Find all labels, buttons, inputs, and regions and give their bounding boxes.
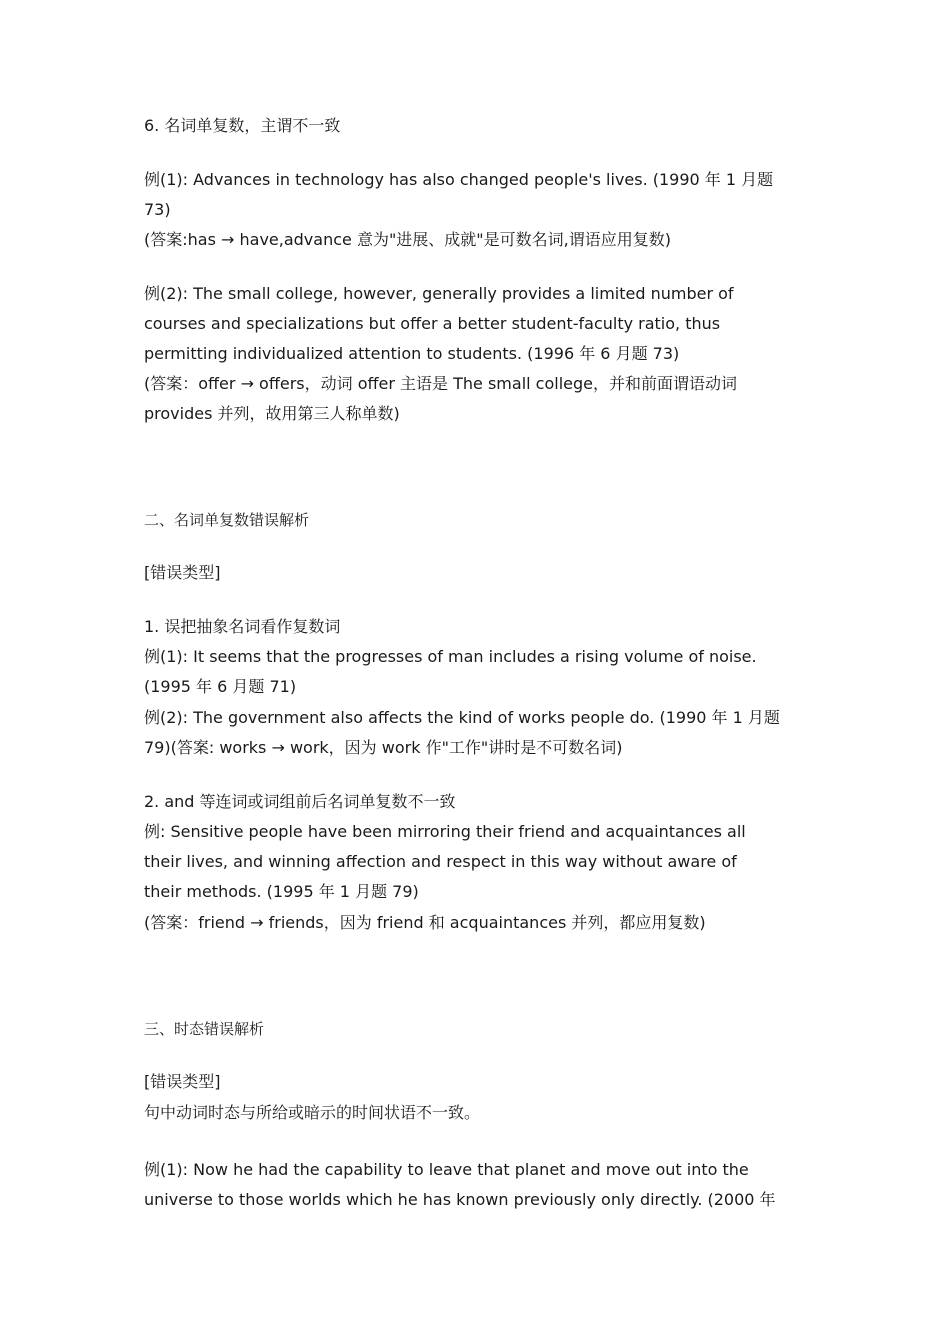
- section-title: 三、时态错误解析: [144, 1020, 265, 1038]
- error-type-label: [错误类型]: [144, 563, 221, 582]
- answer-line: 79)(答案: works → work，因为 work 作"工作"讲时是不可数名词): [144, 738, 623, 757]
- answer-line: (答案：friend → friends，因为 friend 和 acquaintances 并列，都应用复数): [144, 913, 706, 932]
- section-title: 二、名词单复数错误解析: [144, 511, 310, 529]
- example-line: 例(1): Now he had the capability to leave that planet and move out into the: [144, 1160, 749, 1179]
- item-heading: 2. and 等连词或词组前后名词单复数不一致: [144, 792, 456, 811]
- answer-line: (答案：offer → offers，动词 offer 主语是 The small college，并和前面谓语动词: [144, 374, 737, 393]
- example-line: courses and specializations but offer a better student-faculty ratio, thus: [144, 314, 721, 333]
- example-line: 例(2): The government also affects the kind of works people do. (1990 年 1 月题: [144, 708, 780, 727]
- example-line: universe to those worlds which he has known previously only directly. (2000 年: [144, 1190, 776, 1209]
- example-line: 73): [144, 200, 171, 219]
- example-line: 例(1): It seems that the progresses of man includes a rising volume of noise.: [144, 647, 757, 666]
- description-line: 句中动词时态与所给或暗示的时间状语不一致。: [144, 1103, 481, 1122]
- example-line: 例(2): The small college, however, generally provides a limited number of: [144, 284, 734, 303]
- example-line: (1995 年 6 月题 71): [144, 677, 297, 696]
- example-line: their methods. (1995 年 1 月题 79): [144, 882, 419, 901]
- error-type-label: [错误类型]: [144, 1072, 221, 1091]
- example-line: permitting individualized attention to students. (1996 年 6 月题 73): [144, 344, 680, 363]
- item-heading: 1. 误把抽象名词看作复数词: [144, 617, 341, 636]
- example-line: 例: Sensitive people have been mirroring their friend and acquaintances all: [144, 822, 746, 841]
- example-line: their lives, and winning affection and respect in this way without aware of: [144, 852, 737, 871]
- answer-line: provides 并列，故用第三人称单数): [144, 404, 400, 423]
- answer-line: (答案:has → have,advance 意为"进展、成就"是可数名词,谓语应用复数): [144, 230, 671, 249]
- example-line: 例(1): Advances in technology has also changed people's lives. (1990 年 1 月题: [144, 170, 774, 189]
- heading-noun-number: 6. 名词单复数，主谓不一致: [144, 116, 341, 135]
